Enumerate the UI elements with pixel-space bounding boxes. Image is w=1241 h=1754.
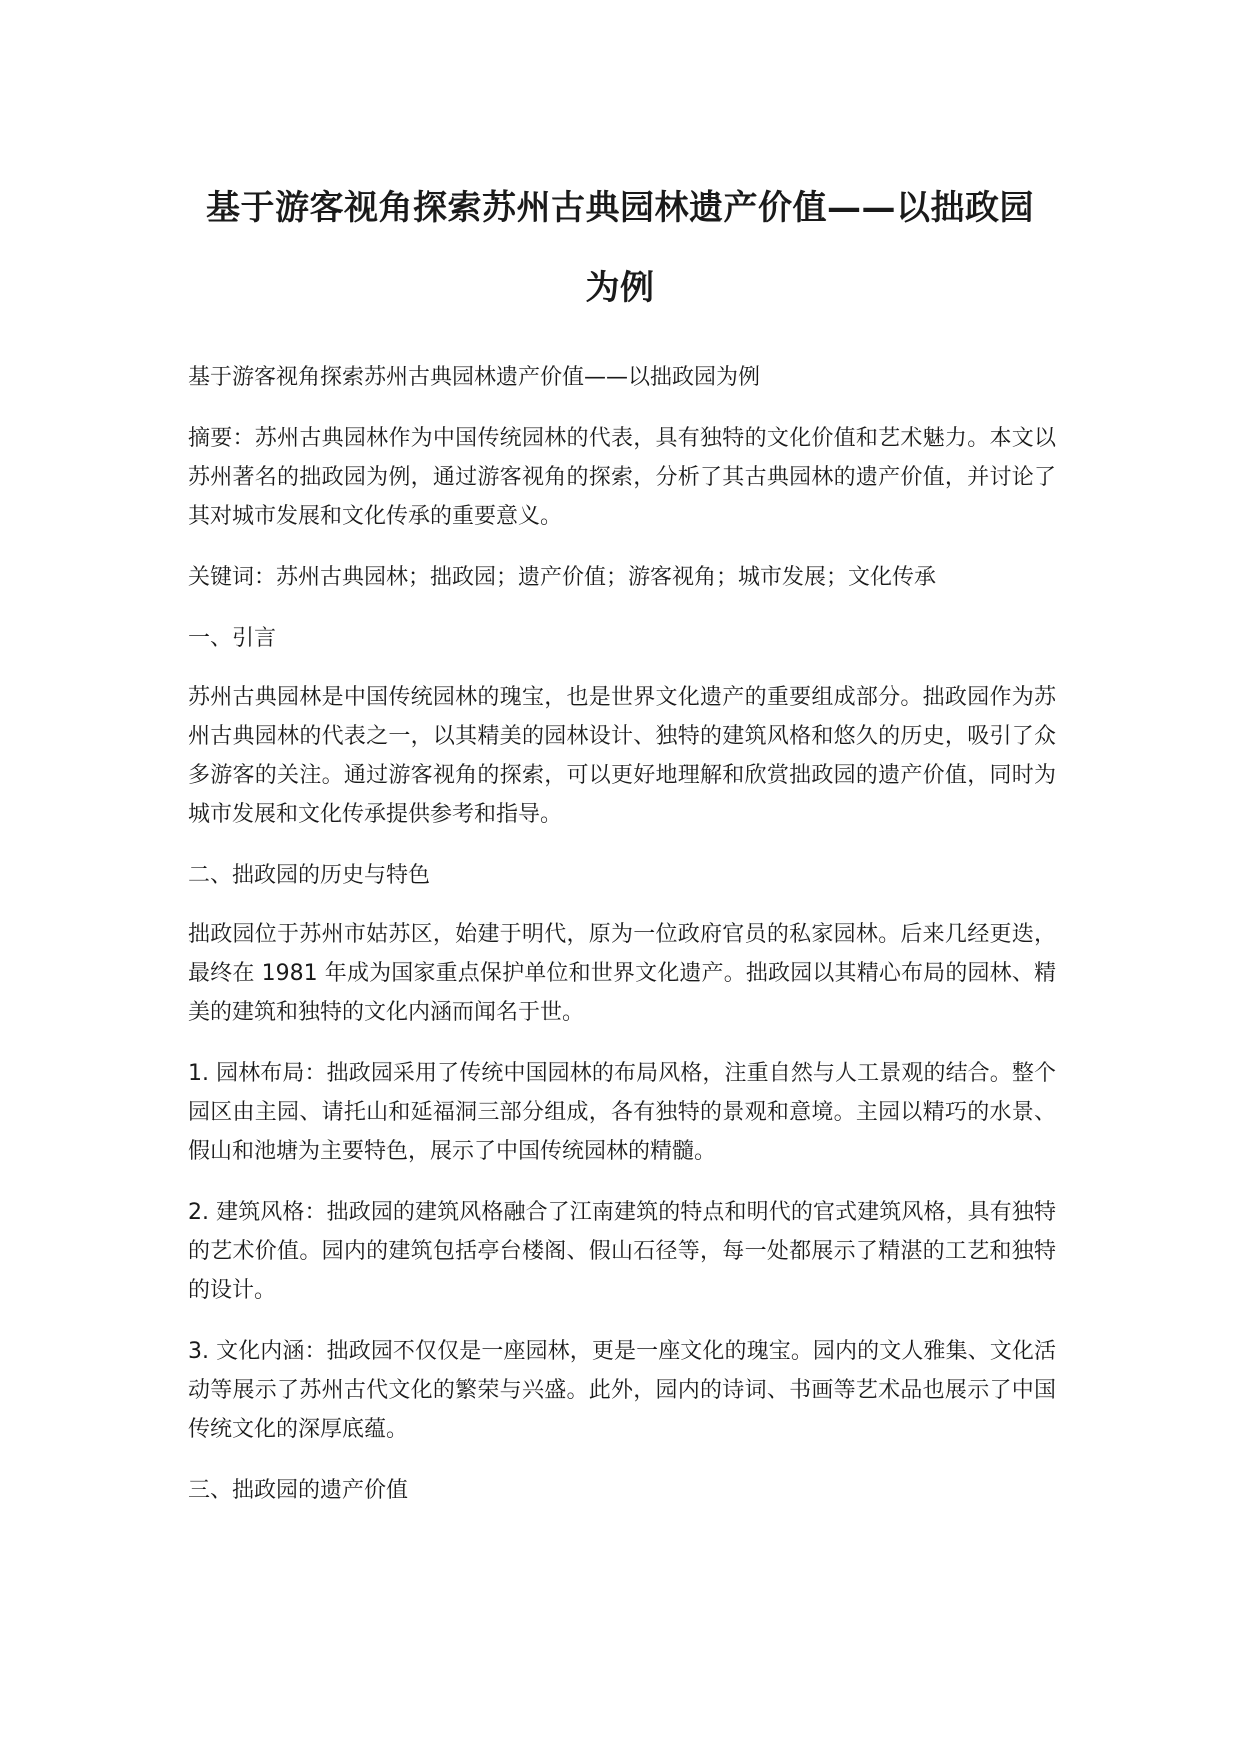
list-item-architecture: 2. 建筑风格：拙政园的建筑风格融合了江南建筑的特点和明代的官式建筑风格，具有独特的艺术价值。园内的建筑包括亭台楼阁、假山石径等，每一处都展示了精湛的工艺和独特的设计。 bbox=[188, 1200, 1056, 1303]
abstract-paragraph: 摘要：苏州古典园林作为中国传统园林的代表，具有独特的文化价值和艺术魅力。本文以苏州著名的拙政园为例，通过游客视角的探索，分析了其古典园林的遗产价值，并讨论了其对城市发展和文化传承的重要意义。 bbox=[188, 426, 1056, 529]
introduction-paragraph: 苏州古典园林是中国传统园林的瑰宝，也是世界文化遗产的重要组成部分。拙政园作为苏州古典园林的代表之一，以其精美的园林设计、独特的建筑风格和悠久的历史，吸引了众多游客的关注。通过游客视角的探索，可以更好地理解和欣赏拙政园的遗产价值，同时为城市发展和文化传承提供参考和指导。 bbox=[188, 685, 1056, 827]
section-heading-introduction: 一、引言 bbox=[188, 626, 277, 651]
list-item-garden-layout: 1. 园林布局：拙政园采用了传统中国园林的布局风格，注重自然与人工景观的结合。整个园区由主园、请托山和延福洞三部分组成，各有独特的景观和意境。主园以精巧的水景、假山和池塘为主要特色，展示了中国传统园林的精髓。 bbox=[188, 1061, 1056, 1164]
section-heading-heritage-value: 三、拙政园的遗产价值 bbox=[188, 1478, 409, 1503]
section-heading-history: 二、拙政园的历史与特色 bbox=[188, 863, 431, 888]
subtitle-paragraph: 基于游客视角探索苏州古典园林遗产价值——以拙政园为例 bbox=[188, 365, 761, 390]
document-body bbox=[188, 358, 1056, 1530]
history-paragraph: 拙政园位于苏州市姑苏区，始建于明代，原为一位政府官员的私家园林。后来几经更迭，最终在 1981 年成为国家重点保护单位和世界文化遗产。拙政园以其精心布局的园林、精美的建筑和独特的文化内涵而闻名于世。 bbox=[188, 922, 1056, 1025]
document-title: 基于游客视角探索苏州古典园林遗产价值——以拙政园为例 bbox=[206, 188, 1034, 308]
keywords-paragraph: 关键词：苏州古典园林；拙政园；遗产价值；游客视角；城市发展；文化传承 bbox=[188, 565, 937, 590]
list-item-culture: 3. 文化内涵：拙政园不仅仅是一座园林，更是一座文化的瑰宝。园内的文人雅集、文化活动等展示了苏州古代文化的繁荣与兴盛。此外，园内的诗词、书画等艺术品也展示了中国传统文化的深厚底蕴。 bbox=[188, 1339, 1056, 1442]
